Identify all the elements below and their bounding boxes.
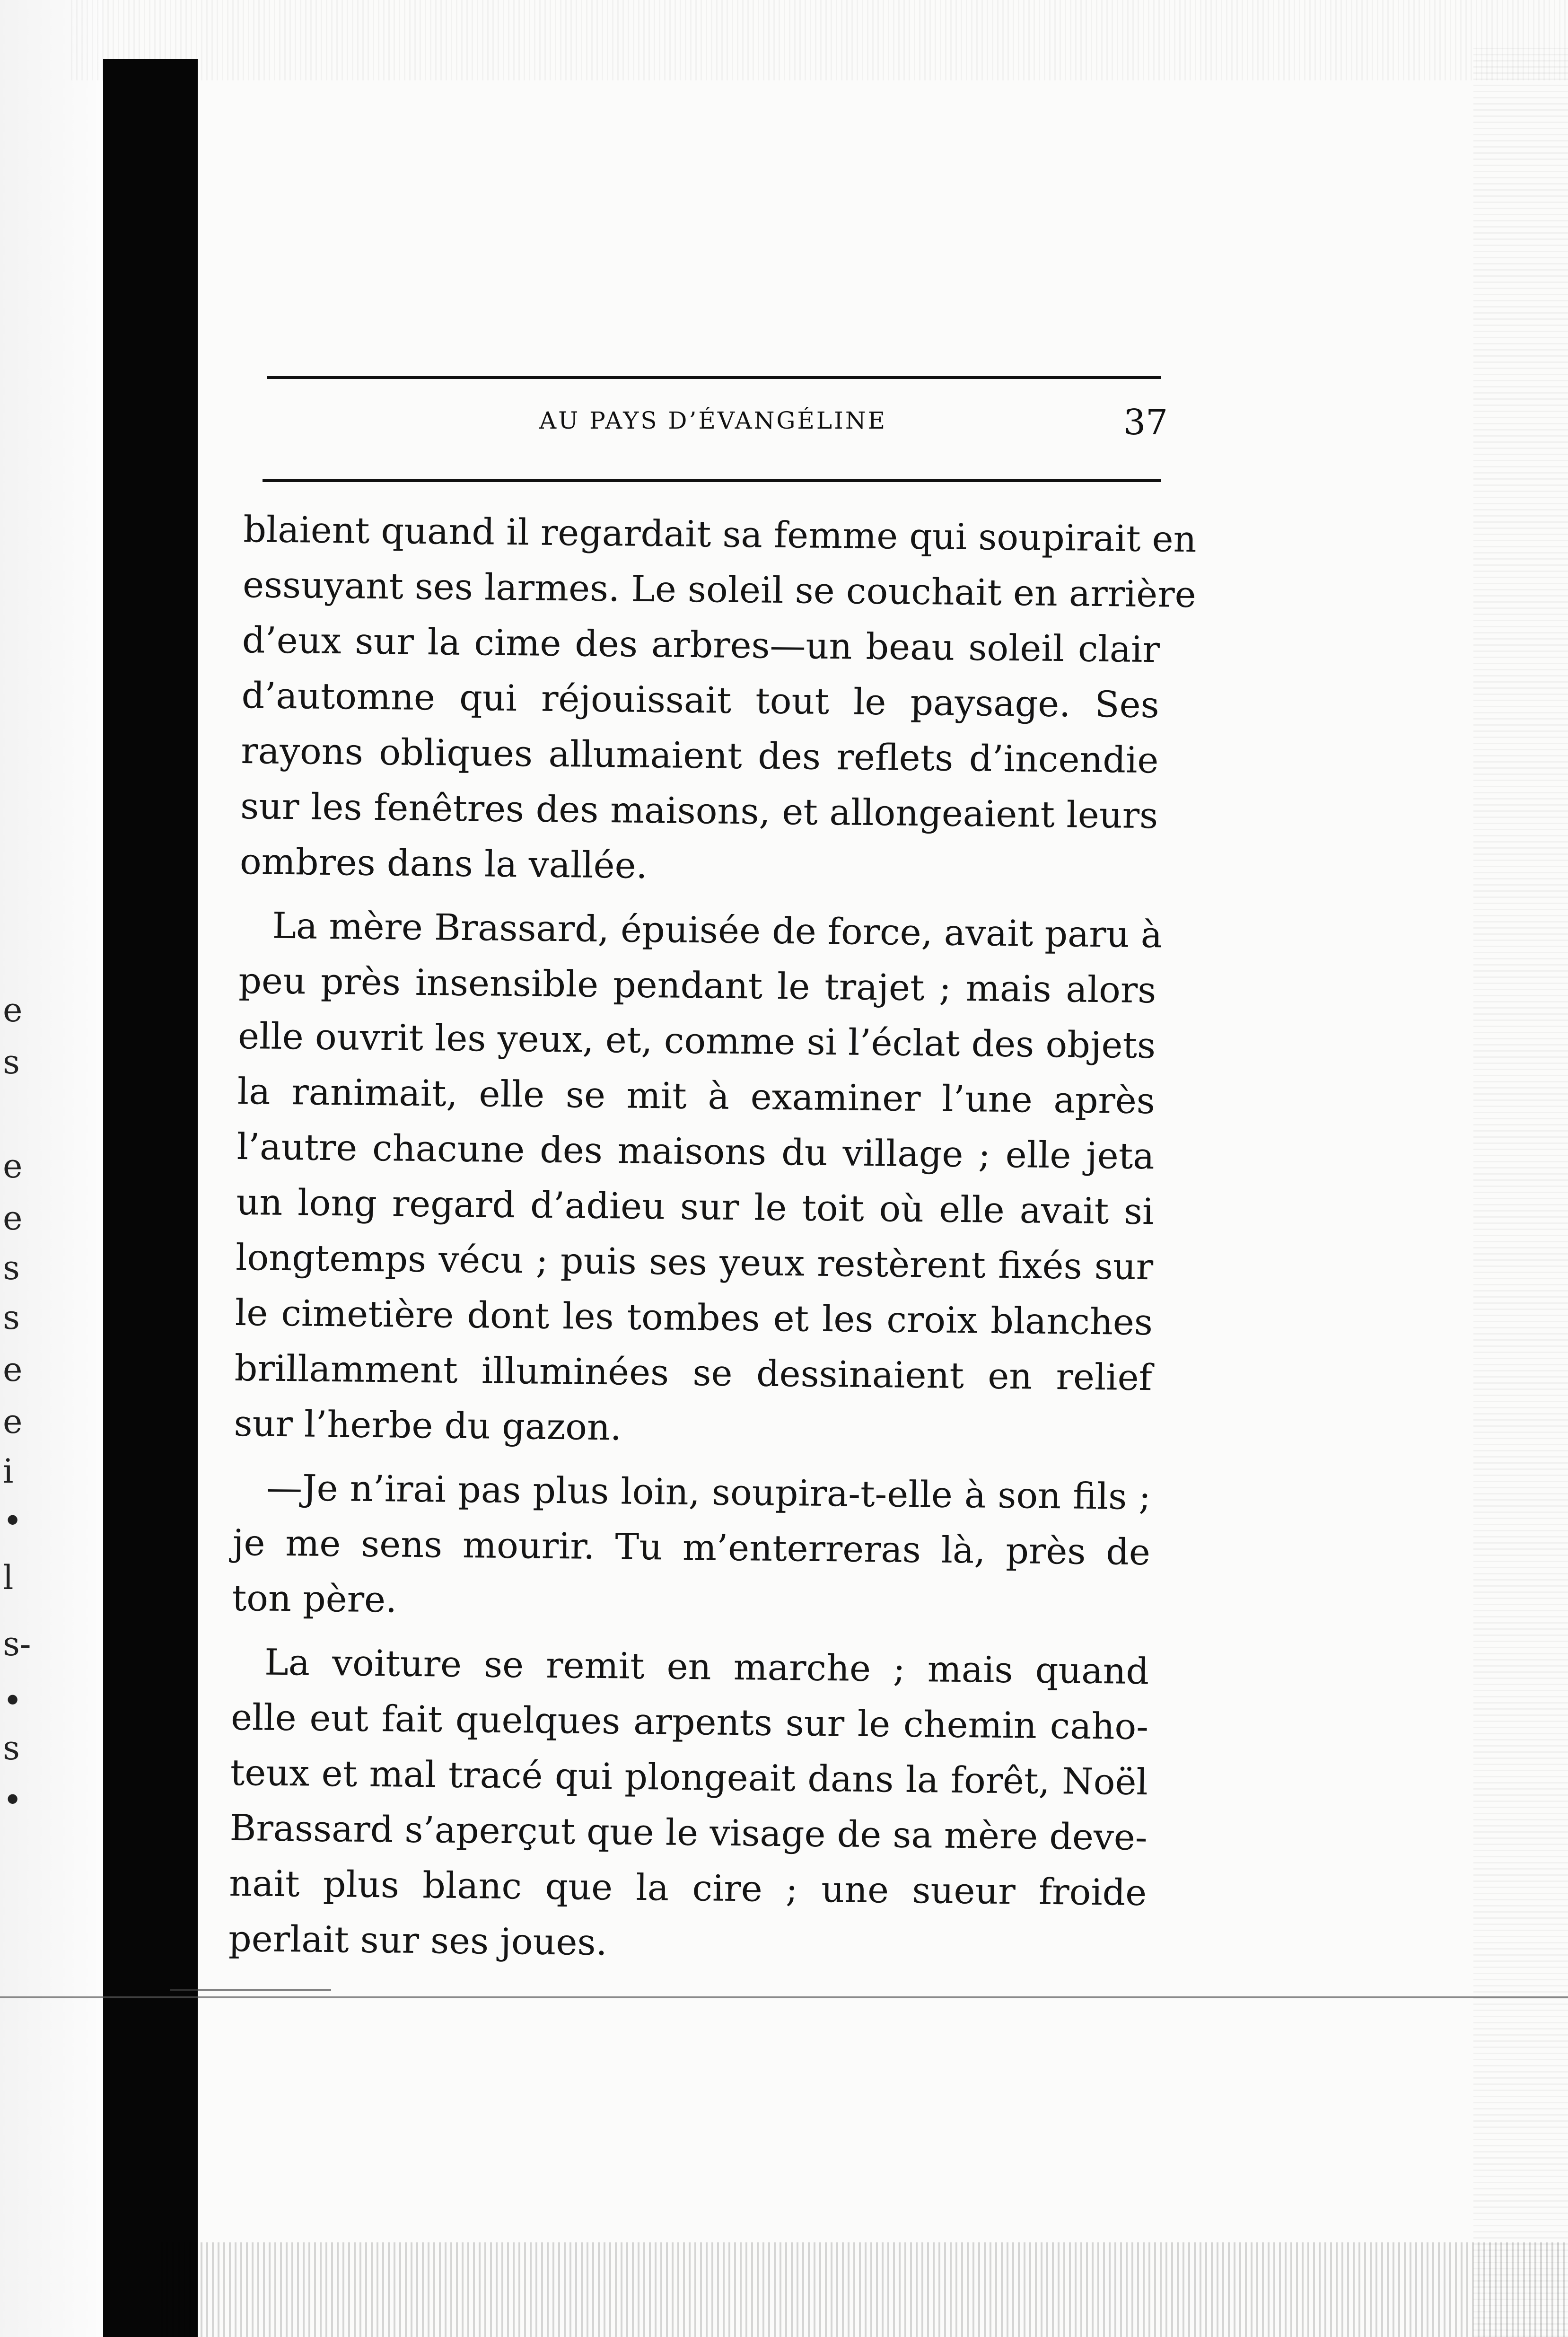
text-line: blaient quand il regardait sa femme qui soupirait en xyxy=(243,508,1197,561)
text-line: —Je n’irai pas plus loin, soupira-t-elle à son fils ; xyxy=(266,1466,1151,1518)
text-line: peu près insensible pendant le trajet ; mais alors xyxy=(238,959,1156,1011)
text-line: sur les fenêtres des maisons, et allongeaient leurs xyxy=(240,784,1158,837)
text-line: je me sens mourir. Tu m’enterreras là, près de xyxy=(232,1521,1151,1573)
running-head: AU PAYS D’ÉVANGÉLINE xyxy=(539,407,887,434)
text-line: La voiture se remit en marche ; mais quand xyxy=(264,1641,1149,1693)
text-line: la ranimait, elle se mit à examiner l’une après xyxy=(237,1070,1156,1122)
text-line: perlait sur ses joues. xyxy=(228,1917,608,1964)
facing-page-char: • xyxy=(3,1502,23,1540)
facing-page-char: e xyxy=(3,991,23,1029)
page-number: 37 xyxy=(1123,402,1168,443)
header-rule-top xyxy=(267,376,1161,379)
text-line: l’autre chacune des maisons du village ; elle jeta xyxy=(237,1125,1155,1177)
facing-page-char: • xyxy=(3,1681,23,1720)
text-line: un long regard d’adieu sur le toit où elle avait si xyxy=(236,1180,1154,1233)
text-line: La mère Brassard, épuisée de force, avait paru à xyxy=(272,904,1163,956)
text-line: Brassard s’aperçut que le visage de sa mère deve- xyxy=(229,1806,1148,1859)
text-line: essuyant ses larmes. Le soleil se couchait en arrière xyxy=(242,563,1197,616)
facing-page-char: l xyxy=(3,1558,14,1597)
text-line: nait plus blanc que la cire ; une sueur froide xyxy=(228,1862,1147,1914)
facing-page-char: s- xyxy=(3,1625,31,1663)
binding-gutter xyxy=(103,59,198,2337)
text-line: elle ouvrit les yeux, et, comme si l’éclat des objets xyxy=(237,1014,1156,1067)
facing-page-char: s xyxy=(3,1248,20,1287)
text-line: ombres dans la vallée. xyxy=(239,840,648,887)
scan-noise-right xyxy=(1473,47,1568,2337)
facing-page-char: s xyxy=(3,1729,20,1767)
facing-page-char: i xyxy=(3,1452,14,1491)
facing-page-char: e xyxy=(3,1199,23,1238)
text-line: brillamment illuminées se dessinaient en relief xyxy=(234,1346,1153,1399)
scan-noise-bottom xyxy=(161,2242,1568,2337)
text-line: d’automne qui réjouissait tout le paysage. Ses xyxy=(241,674,1160,726)
facing-page-char: s xyxy=(3,1298,20,1337)
text-line: le cimetière dont les tombes et les croix blanches xyxy=(235,1291,1153,1344)
text-line: d’eux sur la cime des arbres—un beau soleil clair xyxy=(242,618,1160,671)
text-line: ton père. xyxy=(232,1576,397,1621)
text-line: longtemps vécu ; puis ses yeux restèrent fixés sur xyxy=(235,1236,1154,1288)
text-line: sur l’herbe du gazon. xyxy=(234,1402,622,1449)
scan-noise-top xyxy=(71,0,1568,80)
facing-page-fragments xyxy=(0,991,31,1940)
facing-page-char: e xyxy=(3,1350,23,1389)
text-line: rayons obliques allumaient des reflets d’incendie xyxy=(241,729,1159,782)
page-fold-line xyxy=(0,1996,1568,1998)
facing-page-char: • xyxy=(3,1781,23,1819)
facing-page-char: e xyxy=(3,1402,23,1441)
facing-page-char: s xyxy=(3,1043,20,1081)
body-text xyxy=(228,501,1197,1976)
text-line: teux et mal tracé qui plongeait dans la forêt, Noël xyxy=(230,1751,1148,1803)
facing-page-char: e xyxy=(3,1147,23,1186)
text-line: elle eut fait quelques arpents sur le chemin caho- xyxy=(230,1696,1149,1748)
header-rule-bottom xyxy=(263,479,1161,482)
page-fold-mark xyxy=(170,1989,331,1991)
